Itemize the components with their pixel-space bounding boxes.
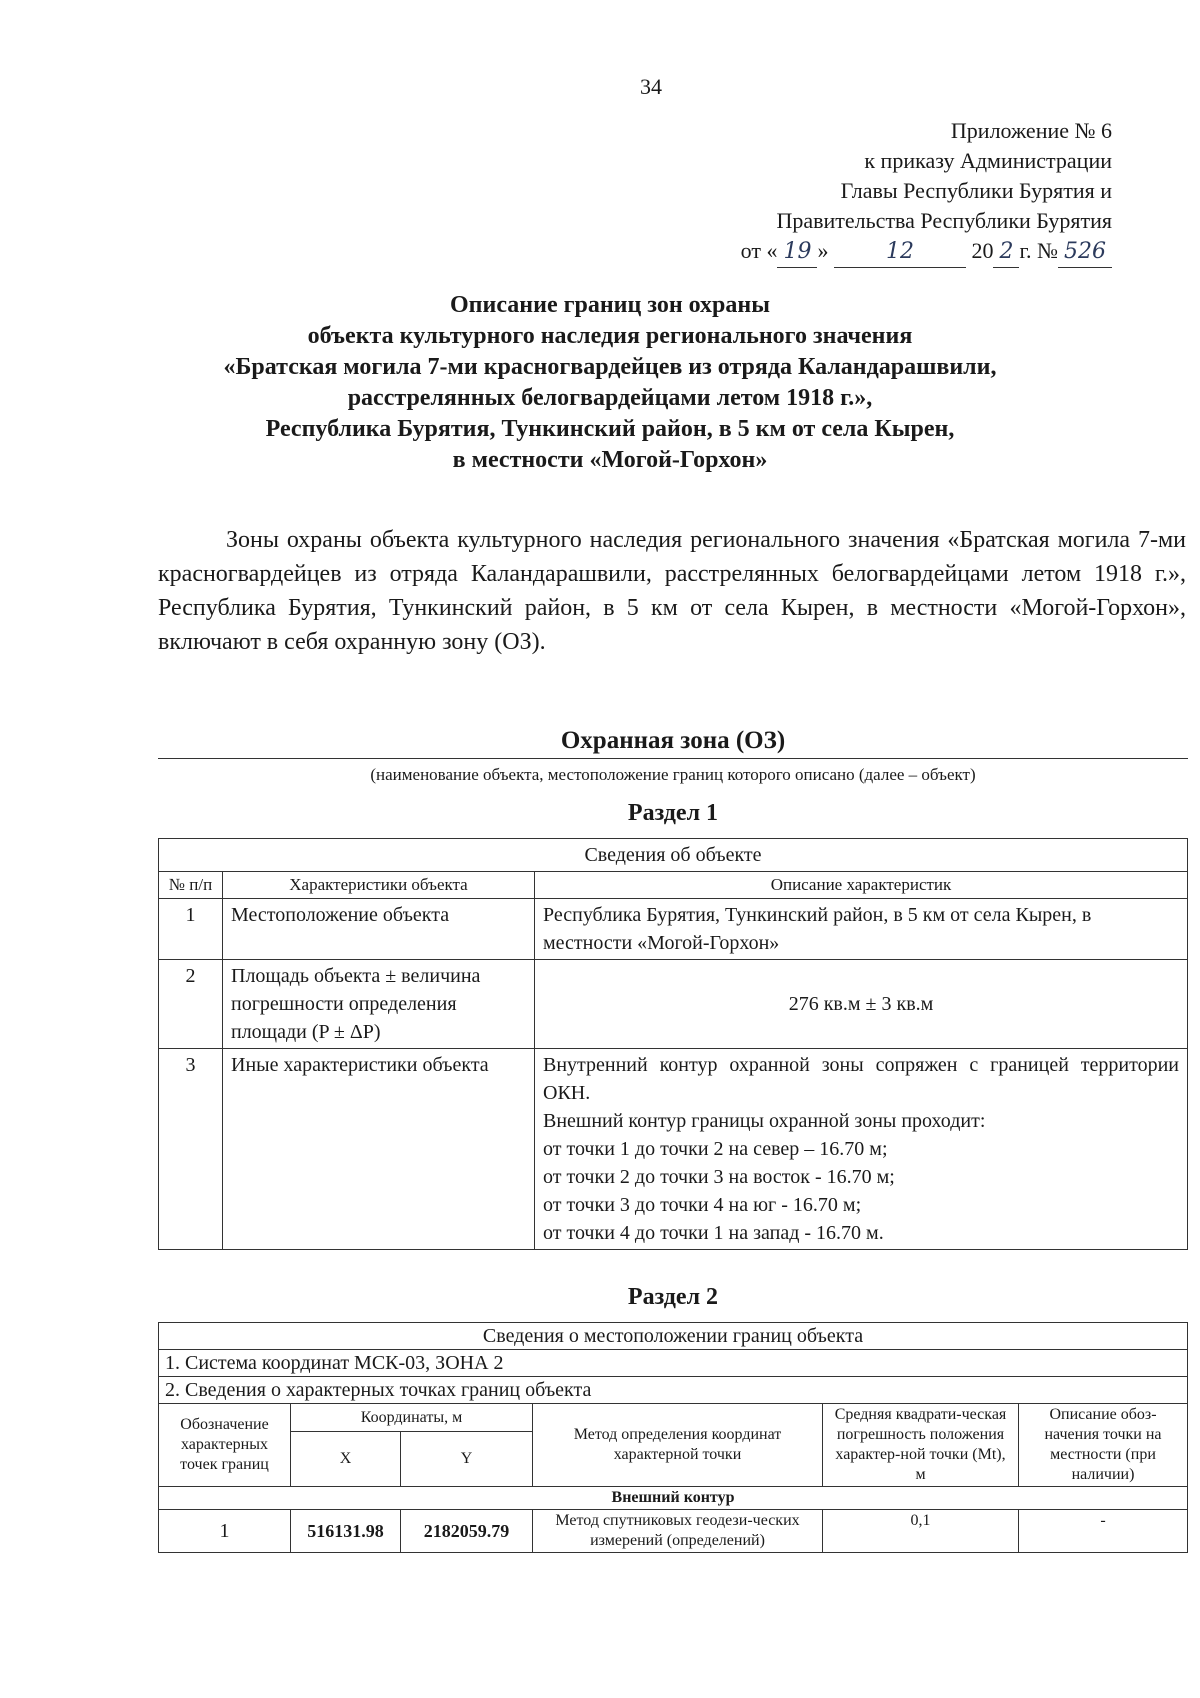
header-characteristics: Характеристики объекта bbox=[223, 872, 535, 899]
document-title bbox=[150, 290, 1070, 476]
appendix-line-3: Главы Республики Бурятия и bbox=[840, 178, 1112, 203]
title-line-6: в местности «Могой-Горхон» bbox=[452, 447, 768, 473]
section-2-title: Раздел 2 bbox=[627, 1284, 719, 1310]
point-method: Метод спутниковых геодези-ческих измерений (определений) bbox=[533, 1510, 823, 1553]
point-number: 1 bbox=[159, 1510, 291, 1553]
header-point-description: Описание обоз-начения точки на местности (при наличии) bbox=[1019, 1404, 1188, 1487]
row-description bbox=[535, 1049, 1188, 1250]
handwritten-number: 526 bbox=[1058, 237, 1112, 268]
section-1-title: Раздел 1 bbox=[627, 800, 719, 826]
point-description: - bbox=[1019, 1510, 1188, 1553]
appendix-date-line bbox=[741, 236, 1112, 268]
intro-paragraph: Зоны охраны объекта культурного наследия регионального значения «Братская могила 7-ми красногвардейцев из отряда Каландарашвили, расстрелянных белогвардейцами летом 1918 г.», Республика Бурятия, Тункинский район, в 5 км от села Кырен, в местности «Могой-Горхон», включают в себя охранную зону (ОЗ). bbox=[158, 527, 1186, 655]
section-2-caption: Сведения о местоположении границ объекта bbox=[159, 1323, 1188, 1350]
points-caption: 2. Сведения о характерных точках границ объекта bbox=[159, 1377, 1188, 1404]
table-row bbox=[159, 899, 1188, 960]
table-header-row bbox=[159, 1404, 1188, 1432]
header-description: Описание характеристик bbox=[535, 872, 1188, 899]
row-name: Иные характеристики объекта bbox=[223, 1049, 535, 1250]
zone-title: Охранная зона (ОЗ) bbox=[158, 726, 1188, 759]
title-line-1: Описание границ зон охраны bbox=[450, 292, 770, 318]
date-mid: » bbox=[817, 238, 829, 263]
date-prefix: от « bbox=[740, 238, 778, 263]
page-number: 34 bbox=[640, 74, 662, 99]
description-line: Внешний контур границы охранной зоны проходит: bbox=[543, 1110, 986, 1132]
handwritten-day: 19 bbox=[777, 237, 817, 268]
title-line-4: расстрелянных белогвардейцами летом 1918 г.», bbox=[347, 385, 873, 411]
description-line: от точки 2 до точки 3 на восток - 16.70 м; bbox=[543, 1166, 895, 1188]
row-number: 3 bbox=[159, 1049, 223, 1250]
section-2-table bbox=[158, 1322, 1188, 1553]
description-line: от точки 3 до точки 4 на юг - 16.70 м; bbox=[543, 1194, 862, 1216]
description-line: от точки 1 до точки 2 на север – 16.70 м; bbox=[543, 1138, 888, 1160]
zone-subtitle: (наименование объекта, местоположение границ которого описано (далее – объект) bbox=[370, 765, 976, 784]
year-prefix: 20 bbox=[971, 238, 994, 263]
row-description: Республика Бурятия, Тункинский район, в 5 км от села Кырен, в местности «Могой-Горхон» bbox=[535, 899, 1188, 960]
point-error: 0,1 bbox=[823, 1510, 1019, 1553]
description-line: от точки 4 до точки 1 на запад - 16.70 м. bbox=[543, 1222, 884, 1244]
table-row bbox=[159, 1049, 1188, 1250]
description-line: Внутренний контур охранной зоны сопряжен с границей территории ОКН. bbox=[543, 1054, 1179, 1104]
section-1-table bbox=[158, 838, 1188, 1250]
title-line-3: «Братская могила 7-ми красногвардейцев из отряда Каландарашвили, bbox=[223, 354, 997, 380]
handwritten-year: 2 bbox=[993, 237, 1019, 268]
row-description: 276 кв.м ± 3 кв.м bbox=[535, 960, 1188, 1049]
coordinate-system: 1. Система координат МСК-03, ЗОНА 2 bbox=[159, 1350, 1188, 1377]
number-prefix: г. № bbox=[1019, 238, 1058, 263]
contour-label: Внешний контур bbox=[159, 1487, 1188, 1510]
point-x: 516131.98 bbox=[291, 1510, 401, 1553]
row-name: Местоположение объекта bbox=[223, 899, 535, 960]
row-number: 2 bbox=[159, 960, 223, 1049]
zone-heading bbox=[158, 726, 1188, 787]
header-coordinates: Координаты, м bbox=[291, 1404, 533, 1432]
appendix-line-4: Правительства Республики Бурятия bbox=[776, 208, 1112, 233]
table-row bbox=[159, 960, 1188, 1049]
section-1-caption: Сведения об объекте bbox=[159, 839, 1188, 872]
row-name: Площадь объекта ± величина погрешности определения площади (P ± ΔP) bbox=[223, 960, 535, 1049]
header-y: Y bbox=[401, 1432, 533, 1487]
header-error: Средняя квадрати-ческая погрешность положения характер-ной точки (Mt), м bbox=[823, 1404, 1019, 1487]
header-number: № п/п bbox=[159, 872, 223, 899]
appendix-header bbox=[741, 116, 1112, 268]
row-number: 1 bbox=[159, 899, 223, 960]
header-method: Метод определения координат характерной точки bbox=[533, 1404, 823, 1487]
table-row bbox=[159, 1510, 1188, 1553]
handwritten-month: 12 bbox=[834, 237, 966, 268]
appendix-line-1: Приложение № 6 bbox=[950, 118, 1112, 143]
point-y: 2182059.79 bbox=[401, 1510, 533, 1553]
header-designation: Обозначение характерных точек границ bbox=[159, 1404, 291, 1487]
table-header-row bbox=[159, 872, 1188, 899]
title-line-5: Республика Бурятия, Тункинский район, в 5 км от села Кырен, bbox=[265, 416, 955, 442]
title-line-2: объекта культурного наследия регионального значения bbox=[307, 323, 913, 349]
header-x: X bbox=[291, 1432, 401, 1487]
appendix-line-2: к приказу Администрации bbox=[864, 148, 1112, 173]
